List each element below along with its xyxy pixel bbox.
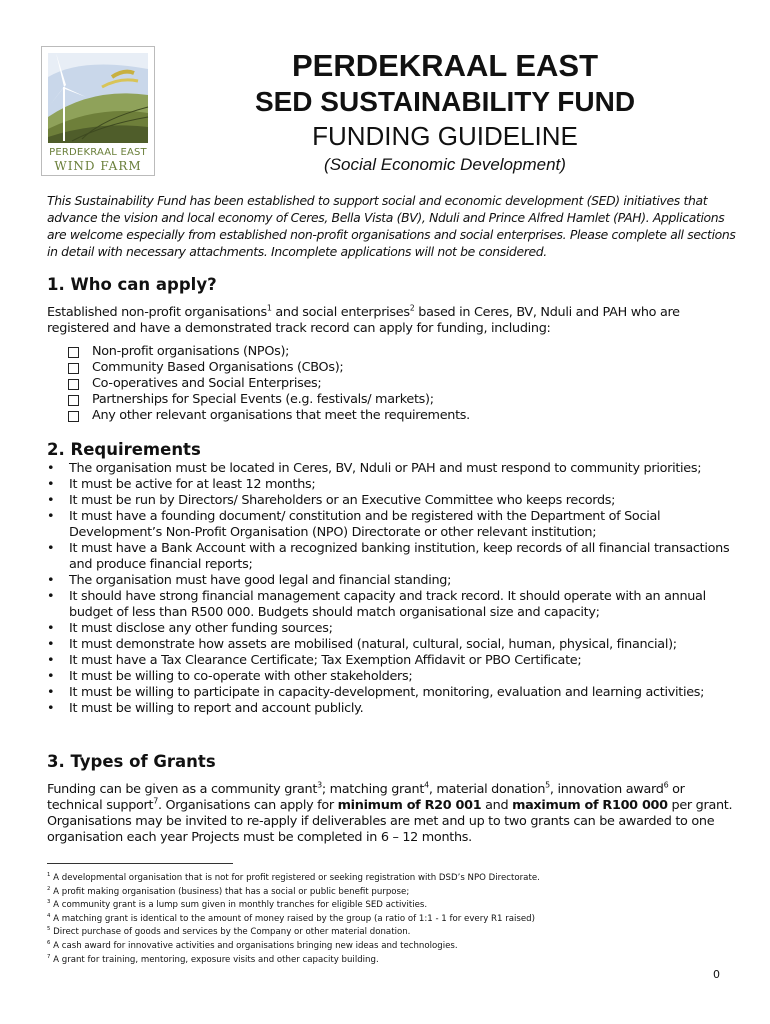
bullet-icon: • <box>47 653 55 668</box>
requirement-text: It must be run by Directors/ Shareholders or an Executive Committee who keeps records; <box>69 493 616 508</box>
bullet-icon: • <box>47 589 55 604</box>
checkbox-icon <box>68 379 79 390</box>
footnote <box>47 940 737 954</box>
bullet-icon: • <box>47 573 55 588</box>
requirement-text: It must have a founding document/ constitution and be registered with the Department of Social Development’s Non-Profit Organisation (NPO) Directorate or other relevant institution; <box>69 509 661 540</box>
footnote-number: 2 <box>47 885 51 892</box>
text-segment: , material donation <box>428 782 546 797</box>
text-segment: , innovation award <box>549 782 664 797</box>
requirement-item <box>47 637 737 653</box>
requirement-text: It must be willing to co-operate with other stakeholders; <box>69 669 413 684</box>
document-tagline: (Social Economic Development) <box>324 155 566 174</box>
bullet-icon: • <box>47 621 55 636</box>
bullet-icon: • <box>47 685 55 700</box>
wind-farm-logo <box>41 46 155 176</box>
requirement-item <box>47 477 737 493</box>
requirement-item <box>47 621 737 637</box>
section-heading-types-of-grants: 3. Types of Grants <box>47 752 216 771</box>
bullet-icon: • <box>47 541 55 556</box>
checkbox-icon <box>68 411 79 422</box>
text-segment: per grant. Organisations may be invited to re-apply if deliverables are met and up to two grants can be awarded to one organisation each year Projects must be completed in 6 – 12 months. <box>47 798 733 845</box>
bullet-icon: • <box>47 477 55 492</box>
footnote-text: A developmental organisation that is not for profit registered or seeking registration with DSD’s NPO Directorate. <box>50 873 540 883</box>
checklist-item <box>68 360 470 376</box>
text-segment: Funding can be given as a community grant <box>47 782 318 797</box>
requirement-text: It must be willing to participate in capacity-development, monitoring, evaluation and learning activities; <box>69 685 705 700</box>
checklist-item-label: Community Based Organisations (CBOs); <box>92 360 344 375</box>
footnote-ref: 6 <box>663 780 669 790</box>
requirements-list <box>47 461 737 717</box>
requirement-text: It must have a Bank Account with a recognized banking institution, keep records of all financial transactions and produce financial reports; <box>69 541 730 572</box>
document-type: FUNDING GUIDELINE <box>312 121 578 151</box>
checkbox-icon <box>68 347 79 358</box>
text-segment: and <box>481 798 513 813</box>
footnote-number: 7 <box>47 953 51 960</box>
footnote-divider <box>47 863 233 864</box>
document-title: PERDEKRAAL EAST <box>291 48 599 83</box>
footnote <box>47 954 737 968</box>
requirement-item <box>47 669 737 685</box>
checklist-item <box>68 344 470 360</box>
requirement-text: The organisation must have good legal and financial standing; <box>69 573 452 588</box>
requirement-item <box>47 589 737 621</box>
requirement-item <box>47 653 737 669</box>
intro-paragraph: This Sustainability Fund has been established to support social and economic development (SED) initiatives that advance the vision and local economy of Ceres, Bella Vista (BV), Nduli and Prince Alfred Hamlet (PAH). Applications are welcome especially from established non-profit organisations and social enterprises. Please complete all sections in detail with necessary attachments. Incomplete applications will not be considered. <box>47 193 736 259</box>
text-segment: Established non-profit organisations <box>47 305 267 320</box>
checklist-item-label: Any other relevant organisations that meet the requirements. <box>92 408 470 423</box>
text-segment: ; matching grant <box>321 782 425 797</box>
footnote-number: 6 <box>47 940 51 947</box>
applicant-checklist <box>68 344 470 424</box>
footnote-ref: 7 <box>153 796 158 806</box>
requirement-text: It must be willing to report and account publicly. <box>69 701 364 716</box>
footnote <box>47 872 737 886</box>
checklist-item-label: Co-operatives and Social Enterprises; <box>92 376 322 391</box>
checkbox-icon <box>68 363 79 374</box>
footnote <box>47 926 737 940</box>
requirement-item <box>47 509 737 541</box>
document-subtitle: SED SUSTAINABILITY FUND <box>254 86 636 117</box>
footnote-text: A grant for training, mentoring, exposure visits and other capacity building. <box>50 954 379 965</box>
bullet-icon: • <box>47 637 55 652</box>
text-segment: . Organisations can apply for <box>158 798 338 813</box>
who-can-apply-paragraph <box>47 305 737 337</box>
footnote-number: 4 <box>47 912 51 919</box>
section-heading-who-can-apply: 1. Who can apply? <box>47 275 217 294</box>
text-segment: and social enterprises <box>271 305 410 320</box>
text-segment: based in Ceres, BV, Nduli and PAH who are registered and have a demonstrated track record can apply for funding, including: <box>47 305 680 336</box>
requirement-text: It should have strong financial management capacity and track record. It should operate with an annual budget of less than R500 000. Budgets should match organisational size and capacity; <box>69 589 706 620</box>
checklist-item <box>68 408 470 424</box>
logo-line-1: PERDEKRAAL EAST <box>49 147 147 158</box>
requirement-text: The organisation must be located in Ceres, BV, Nduli or PAH and must respond to community priorities; <box>69 461 702 476</box>
requirement-text: It must demonstrate how assets are mobilised (natural, cultural, social, human, physical, financial); <box>69 637 677 652</box>
footnote <box>47 886 737 900</box>
checklist-item <box>68 376 470 392</box>
footnote-text: A cash award for innovative activities and organisations bringing new ideas and technologies. <box>50 940 458 951</box>
maximum-amount: maximum of R100 000 <box>512 798 668 813</box>
requirement-item <box>47 493 737 509</box>
requirement-item <box>47 461 737 477</box>
types-of-grants-paragraph <box>47 782 737 846</box>
bullet-icon: • <box>47 461 55 476</box>
footnote-ref: 3 <box>317 780 322 790</box>
requirement-item <box>47 573 737 589</box>
bullet-icon: • <box>47 493 55 508</box>
checklist-item <box>68 392 470 408</box>
footnotes-list <box>47 872 737 967</box>
footnote-ref: 4 <box>424 780 429 790</box>
bullet-icon: • <box>47 701 55 716</box>
bullet-icon: • <box>47 509 55 524</box>
minimum-amount: minimum of R20 001 <box>337 798 482 813</box>
checklist-item-label: Partnerships for Special Events (e.g. festivals/ markets); <box>92 392 434 407</box>
footnote-ref: 1 <box>266 303 272 313</box>
footnote-number: 3 <box>47 899 51 906</box>
footnote <box>47 913 737 927</box>
checkbox-icon <box>68 395 79 406</box>
footnote-text: A matching grant is identical to the amount of money raised by the group (a ratio of 1:1 - 1 for every R1 raised) <box>50 913 535 924</box>
section-heading-requirements: 2. Requirements <box>47 440 201 459</box>
page-number: 0 <box>713 968 720 981</box>
text-segment: or technical support <box>47 782 685 813</box>
checklist-item-label: Non-profit organisations (NPOs); <box>92 344 290 359</box>
requirement-item <box>47 541 737 573</box>
footnote-text: Direct purchase of goods and services by the Company or other material donation. <box>50 927 411 938</box>
bullet-icon: • <box>47 669 55 684</box>
requirement-text: It must have a Tax Clearance Certificate; Tax Exemption Affidavit or PBO Certificate; <box>69 653 582 668</box>
footnote-number: 5 <box>47 926 51 933</box>
requirement-text: It must disclose any other funding sources; <box>69 621 333 636</box>
footnote-text: A profit making organisation (business) that has a social or public benefit purpose; <box>50 886 410 897</box>
footnote <box>47 899 737 913</box>
footnote-ref: 2 <box>409 303 415 313</box>
footnote-text: A community grant is a lump sum given in monthly tranches for eligible SED activities. <box>50 900 428 911</box>
footnote-number: 1 <box>47 872 51 879</box>
requirement-text: It must be active for at least 12 months; <box>69 477 316 492</box>
logo-line-2: WIND FARM <box>54 159 142 173</box>
footnote-ref: 5 <box>545 780 550 790</box>
wind-turbine-landscape-icon <box>42 47 154 147</box>
requirement-item <box>47 685 737 701</box>
requirement-item <box>47 701 737 717</box>
